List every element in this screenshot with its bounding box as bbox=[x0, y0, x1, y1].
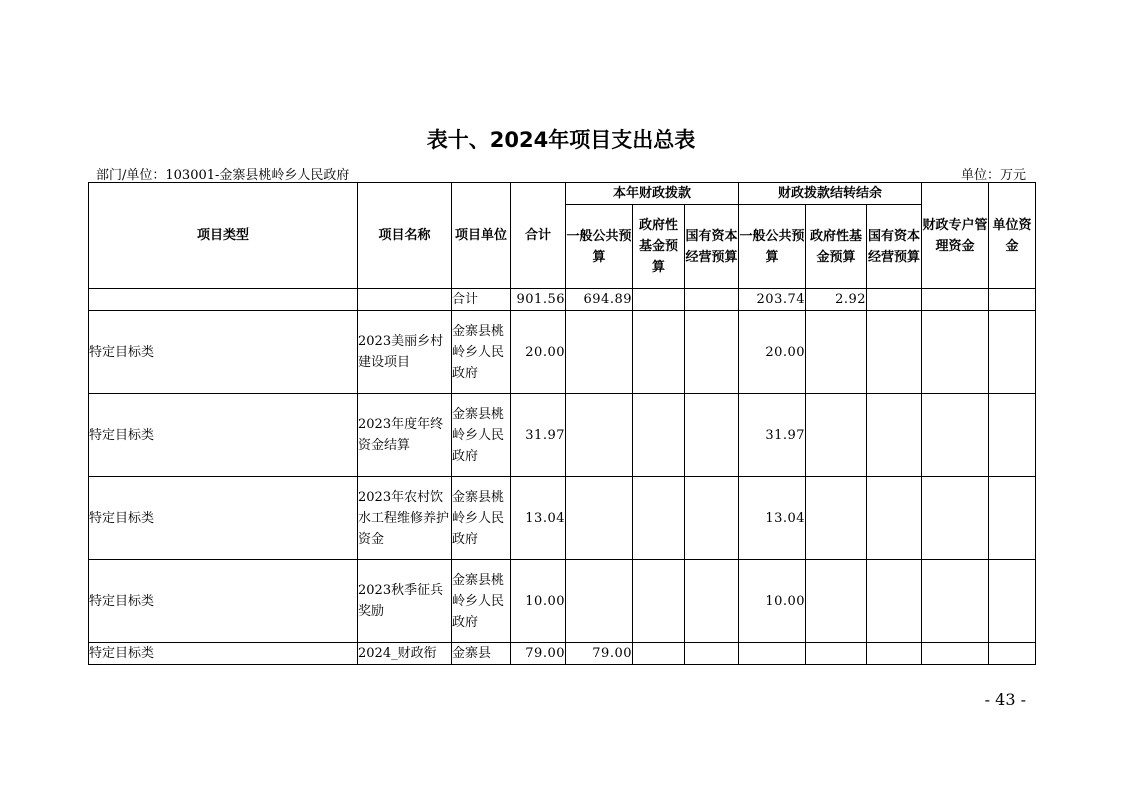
row-cell-empty bbox=[685, 394, 739, 477]
department-label: 部门/单位：103001-金寨县桃岭乡人民政府 bbox=[96, 168, 350, 183]
table-row bbox=[89, 311, 1036, 394]
total-cell-empty bbox=[685, 289, 739, 311]
header-state-capital: 国有资本经营预算 bbox=[685, 205, 739, 289]
header-row-1 bbox=[89, 183, 1036, 205]
row-general-budget bbox=[566, 477, 633, 560]
header-carry-gov-fund: 政府性基金预算 bbox=[806, 205, 867, 289]
row-cell-empty bbox=[922, 477, 989, 560]
row-carry-general: 31.97 bbox=[739, 394, 806, 477]
row-project-unit: 金寨县桃岭乡人民政府 bbox=[452, 394, 511, 477]
row-cell-empty bbox=[685, 643, 739, 665]
row-cell-empty bbox=[989, 643, 1036, 665]
row-project-name: 2024_财政衔 bbox=[358, 643, 452, 665]
row-project-name: 2023年农村饮水工程维修养护资金 bbox=[358, 477, 452, 560]
row-project-type: 特定目标类 bbox=[89, 560, 358, 643]
total-cell-empty bbox=[633, 289, 685, 311]
row-project-name: 2023秋季征兵奖励 bbox=[358, 560, 452, 643]
total-cell-empty bbox=[358, 289, 452, 311]
row-total: 79.00 bbox=[511, 643, 566, 665]
row-total: 31.97 bbox=[511, 394, 566, 477]
unit-label: 单位：万元 bbox=[960, 168, 1026, 183]
row-cell-empty bbox=[806, 394, 867, 477]
header-current-year-group: 本年财政拨款 bbox=[566, 183, 739, 205]
header-carryover-group: 财政拨款结转结余 bbox=[739, 183, 922, 205]
row-project-unit: 金寨县 bbox=[452, 643, 511, 665]
row-carry-general: 13.04 bbox=[739, 477, 806, 560]
row-cell-empty bbox=[685, 477, 739, 560]
table-row bbox=[89, 560, 1036, 643]
page-number: - 43 - bbox=[984, 690, 1026, 709]
row-project-unit: 金寨县桃岭乡人民政府 bbox=[452, 477, 511, 560]
row-cell-empty bbox=[806, 643, 867, 665]
row-cell-empty bbox=[806, 560, 867, 643]
header-project-name: 项目名称 bbox=[358, 183, 452, 289]
row-project-unit: 金寨县桃岭乡人民政府 bbox=[452, 560, 511, 643]
row-general-budget bbox=[566, 394, 633, 477]
header-project-type: 项目类型 bbox=[89, 183, 358, 289]
row-cell-empty bbox=[989, 311, 1036, 394]
row-cell-empty bbox=[685, 311, 739, 394]
row-cell-empty bbox=[989, 394, 1036, 477]
row-cell-empty bbox=[633, 477, 685, 560]
row-general-budget: 79.00 bbox=[566, 643, 633, 665]
row-cell-empty bbox=[685, 560, 739, 643]
table-row bbox=[89, 643, 1036, 665]
row-cell-empty bbox=[633, 311, 685, 394]
row-project-type: 特定目标类 bbox=[89, 311, 358, 394]
project-expenditure-table bbox=[88, 182, 1036, 665]
table-row bbox=[89, 477, 1036, 560]
header-total: 合计 bbox=[511, 183, 566, 289]
total-cell-empty bbox=[867, 289, 922, 311]
row-cell-empty bbox=[867, 311, 922, 394]
row-cell-empty bbox=[633, 560, 685, 643]
row-carry-general: 20.00 bbox=[739, 311, 806, 394]
row-total: 13.04 bbox=[511, 477, 566, 560]
total-cell-empty bbox=[922, 289, 989, 311]
row-cell-empty bbox=[806, 311, 867, 394]
row-cell-empty bbox=[633, 643, 685, 665]
total-carry-general: 203.74 bbox=[739, 289, 806, 311]
row-carry-general: 10.00 bbox=[739, 560, 806, 643]
row-cell-empty bbox=[922, 394, 989, 477]
row-general-budget bbox=[566, 311, 633, 394]
row-cell-empty bbox=[806, 477, 867, 560]
row-project-name: 2023年度年终资金结算 bbox=[358, 394, 452, 477]
row-project-type: 特定目标类 bbox=[89, 394, 358, 477]
header-general-budget: 一般公共预算 bbox=[566, 205, 633, 289]
row-cell-empty bbox=[867, 560, 922, 643]
header-project-unit: 项目单位 bbox=[452, 183, 511, 289]
row-cell-empty bbox=[922, 311, 989, 394]
row-carry-general bbox=[739, 643, 806, 665]
header-unit-funds: 单位资金 bbox=[989, 183, 1036, 289]
header-carry-state-capital: 国有资本经营预算 bbox=[867, 205, 922, 289]
header-special-funds: 财政专户管理资金 bbox=[922, 183, 989, 289]
table-row bbox=[89, 394, 1036, 477]
total-amount: 901.56 bbox=[511, 289, 566, 311]
row-cell-empty bbox=[867, 643, 922, 665]
row-cell-empty bbox=[633, 394, 685, 477]
header-gov-fund: 政府性基金预算 bbox=[633, 205, 685, 289]
row-cell-empty bbox=[867, 477, 922, 560]
row-cell-empty bbox=[922, 560, 989, 643]
row-total: 20.00 bbox=[511, 311, 566, 394]
row-cell-empty bbox=[867, 394, 922, 477]
total-carry-gov-fund: 2.92 bbox=[806, 289, 867, 311]
row-cell-empty bbox=[922, 643, 989, 665]
header-carry-general: 一般公共预算 bbox=[739, 205, 806, 289]
page-title: 表十、2024年项目支出总表 bbox=[426, 128, 696, 152]
total-general-budget: 694.89 bbox=[566, 289, 633, 311]
row-project-name: 2023美丽乡村建设项目 bbox=[358, 311, 452, 394]
total-row bbox=[89, 289, 1036, 311]
row-total: 10.00 bbox=[511, 560, 566, 643]
total-cell-empty bbox=[989, 289, 1036, 311]
row-general-budget bbox=[566, 560, 633, 643]
row-project-type: 特定目标类 bbox=[89, 643, 358, 665]
total-cell-empty bbox=[89, 289, 358, 311]
row-project-unit: 金寨县桃岭乡人民政府 bbox=[452, 311, 511, 394]
row-cell-empty bbox=[989, 560, 1036, 643]
total-label: 合计 bbox=[452, 289, 511, 311]
row-project-type: 特定目标类 bbox=[89, 477, 358, 560]
row-cell-empty bbox=[989, 477, 1036, 560]
